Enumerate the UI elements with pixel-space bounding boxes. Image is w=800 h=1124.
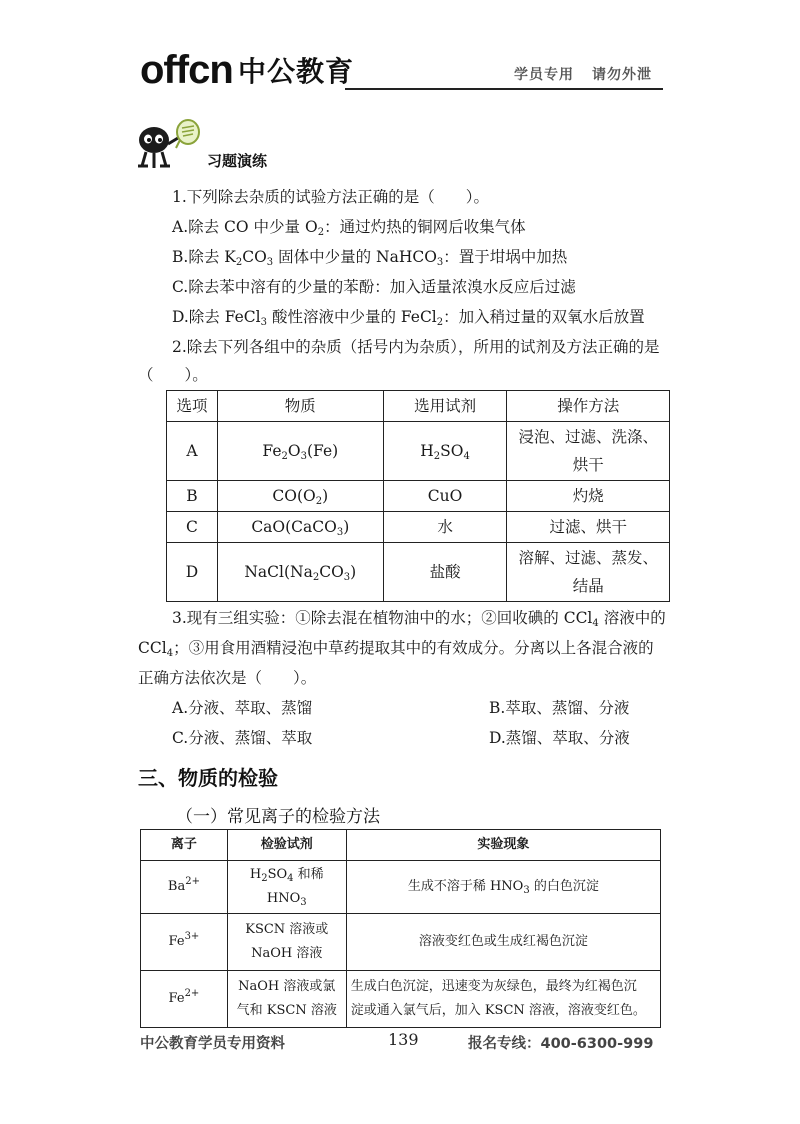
method-cell: 灼烧 <box>507 481 670 512</box>
ion-cell <box>141 971 228 1028</box>
text: CO(O <box>272 487 316 505</box>
reagent-cell <box>227 971 346 1028</box>
q3-line2 <box>138 638 654 658</box>
text: 浸泡、过滤、洗涤、 <box>518 428 658 446</box>
substance-cell <box>217 543 383 602</box>
subscript: 2 <box>261 873 268 884</box>
text: O <box>287 442 301 460</box>
text: 溶液中的 <box>598 609 666 627</box>
observation-cell: 溶液变红色或生成红褐色沉淀 <box>346 914 660 971</box>
text: 生成不溶于稀 HNO <box>407 879 524 894</box>
text: 淀或通入氯气后，加入 KSCN 溶液，溶液变红色。 <box>350 1003 646 1018</box>
superscript: 2+ <box>184 988 200 999</box>
text: 的白色沉淀 <box>529 879 599 894</box>
table-header-row <box>167 391 670 422</box>
header-cell: 操作方法 <box>507 391 670 422</box>
text: ) <box>343 518 350 536</box>
text: Fe <box>168 934 185 949</box>
observation-cell <box>346 861 660 914</box>
text: ) <box>322 487 329 505</box>
q1-a-text: A.除去 CO 中少量 O <box>172 218 318 236</box>
logo-offcn: offcn <box>140 48 233 92</box>
q2-stem: 2.除去下列各组中的杂质（括号内为杂质），所用的试剂及方法正确的是 <box>172 338 660 356</box>
q2-stem-cont: （ ）。 <box>138 366 208 384</box>
subscript: 4 <box>592 618 599 629</box>
option-cell: B <box>167 481 218 512</box>
subscript: 4 <box>287 873 294 884</box>
page-number: 139 <box>388 1030 419 1049</box>
reagent-cell: 水 <box>383 512 507 543</box>
footer-label: 中公教育学员专用资料 <box>140 1036 285 1052</box>
text: H <box>249 867 262 882</box>
q1-b-text: B.除去 K <box>172 248 236 266</box>
reagent-cell <box>383 422 507 481</box>
subscript: 2 <box>235 257 243 268</box>
text: ) <box>350 563 357 581</box>
q2-table <box>166 390 670 602</box>
q1-a-text-end: ：通过灼热的铜网后收集气体 <box>324 218 526 236</box>
header-cell: 物质 <box>217 391 383 422</box>
ion-cell <box>141 861 228 914</box>
q1-d-text: D.除去 FeCl <box>172 308 261 326</box>
table-row <box>167 422 670 481</box>
subscript: 2 <box>312 572 320 583</box>
table-row <box>141 861 661 914</box>
table-header-row <box>141 830 661 861</box>
q1-b-text-2: CO <box>242 248 267 266</box>
subscript: 3 <box>523 885 530 896</box>
header-cell: 选用试剂 <box>383 391 507 422</box>
text: NaCl(Na <box>244 563 313 581</box>
section-heading: 三、物质的检验 <box>138 766 278 790</box>
text: CaO(CaCO <box>251 518 337 536</box>
ion-cell <box>141 914 228 971</box>
superscript: 2+ <box>185 876 200 887</box>
q1-d-text-end: ：加入稍过量的双氧水后放置 <box>443 308 645 326</box>
reagent-cell <box>227 861 346 914</box>
text: 气和 KSCN 溶液 <box>236 1003 337 1018</box>
text: Ba <box>167 879 186 894</box>
header-cell: 选项 <box>167 391 218 422</box>
q3-option-d: D.蒸馏、萃取、分液 <box>489 729 630 747</box>
subscript: 3 <box>436 257 444 268</box>
subscript: 3 <box>336 527 344 538</box>
subscript: 4 <box>463 451 470 462</box>
superscript: 3+ <box>184 931 200 942</box>
table-row <box>141 914 661 971</box>
text: SO <box>440 442 464 460</box>
subscript: 2 <box>436 317 444 328</box>
text: H <box>420 442 434 460</box>
text: 3.现有三组实验：①除去混在植物油中的水；②回收碘的 CCl <box>172 609 593 627</box>
q3-option-c: C.分液、蒸馏、萃取 <box>172 729 313 747</box>
reagent-cell: 盐酸 <box>383 543 507 602</box>
text: Fe <box>262 442 282 460</box>
subscript: 2 <box>317 227 325 238</box>
method-cell <box>507 543 670 602</box>
subscript: 2 <box>281 451 288 462</box>
table-row <box>141 971 661 1028</box>
table-row <box>167 512 670 543</box>
text: 溶解、过滤、蒸发、 <box>518 549 658 567</box>
substance-cell <box>217 422 383 481</box>
q1-stem: 1.下列除去杂质的试验方法正确的是（ ）。 <box>172 188 490 206</box>
substance-cell <box>217 512 383 543</box>
q1-option-b <box>172 247 567 267</box>
q1-d-text-2: 酸性溶液中少量的 FeCl <box>267 308 437 326</box>
q3-line3: 正确方法依次是（ ）。 <box>138 669 317 687</box>
reagent-cell: CuO <box>383 481 507 512</box>
option-cell: C <box>167 512 218 543</box>
method-cell <box>507 422 670 481</box>
header-cell: 检验试剂 <box>227 830 346 861</box>
text: 生成白色沉淀，迅速变为灰绿色，最终为红褐色沉 <box>350 979 637 994</box>
q3-line1 <box>172 608 666 628</box>
q3-option-a: A.分液、萃取、蒸馏 <box>172 699 313 717</box>
q3-option-b: B.萃取、蒸馏、分液 <box>489 699 630 717</box>
option-cell: A <box>167 422 218 481</box>
q1-option-a <box>172 217 526 237</box>
logo-zhonggong: 中公教育 <box>238 55 355 88</box>
subscript: 2 <box>433 451 441 462</box>
subscript: 3 <box>300 451 307 462</box>
subscript: 4 <box>166 648 174 659</box>
reagent-cell <box>227 914 346 971</box>
q1-option-d <box>172 307 645 327</box>
text: Fe <box>168 991 185 1006</box>
text: SO <box>267 867 288 882</box>
option-cell: D <box>167 543 218 602</box>
observation-cell <box>346 971 660 1028</box>
text: ；③用食用酒精浸泡中草药提取其中的有效成分。分离以上各混合液的 <box>173 639 654 657</box>
subscript: 3 <box>300 897 307 908</box>
q1-option-c: C.除去苯中溶有的少量的苯酚：加入适量浓溴水反应后过滤 <box>172 278 576 296</box>
method-cell: 过滤、烘干 <box>507 512 670 543</box>
table-row <box>167 481 670 512</box>
mascot-icon <box>132 118 208 174</box>
text: NaOH 溶液或氯 <box>238 979 336 994</box>
subscript: 3 <box>343 572 351 583</box>
q1-b-text-end: ：置于坩埚中加热 <box>443 248 568 266</box>
subscript: 3 <box>260 317 268 328</box>
q1-b-text-3: 固体中少量的 NaHCO <box>273 248 437 266</box>
substance-cell <box>217 481 383 512</box>
ion-test-table <box>140 829 661 1028</box>
text: CCl <box>138 639 167 657</box>
header-cell: 离子 <box>141 830 228 861</box>
text: CO <box>319 563 344 581</box>
text: (Fe) <box>306 442 339 460</box>
header-notice <box>514 64 652 84</box>
text: NaOH 溶液 <box>251 946 323 961</box>
text: 结晶 <box>572 577 604 595</box>
header-cell: 实验现象 <box>346 830 660 861</box>
text: 烘干 <box>572 456 604 474</box>
subsection-heading: （一）常见离子的检验方法 <box>176 807 380 827</box>
footer-hotline: 报名专线：400-6300-999 <box>468 1036 654 1052</box>
header-note-left: 学员专用 <box>514 67 574 83</box>
subscript: 3 <box>266 257 274 268</box>
table-row <box>167 543 670 602</box>
text: KSCN 溶液或 <box>245 922 329 937</box>
subscript: 2 <box>315 496 323 507</box>
header-note-right: 请勿外泄 <box>592 67 652 83</box>
header-rule <box>345 88 663 90</box>
text: 和稀 HNO <box>266 867 324 906</box>
section-label: 习题演练 <box>207 152 268 170</box>
